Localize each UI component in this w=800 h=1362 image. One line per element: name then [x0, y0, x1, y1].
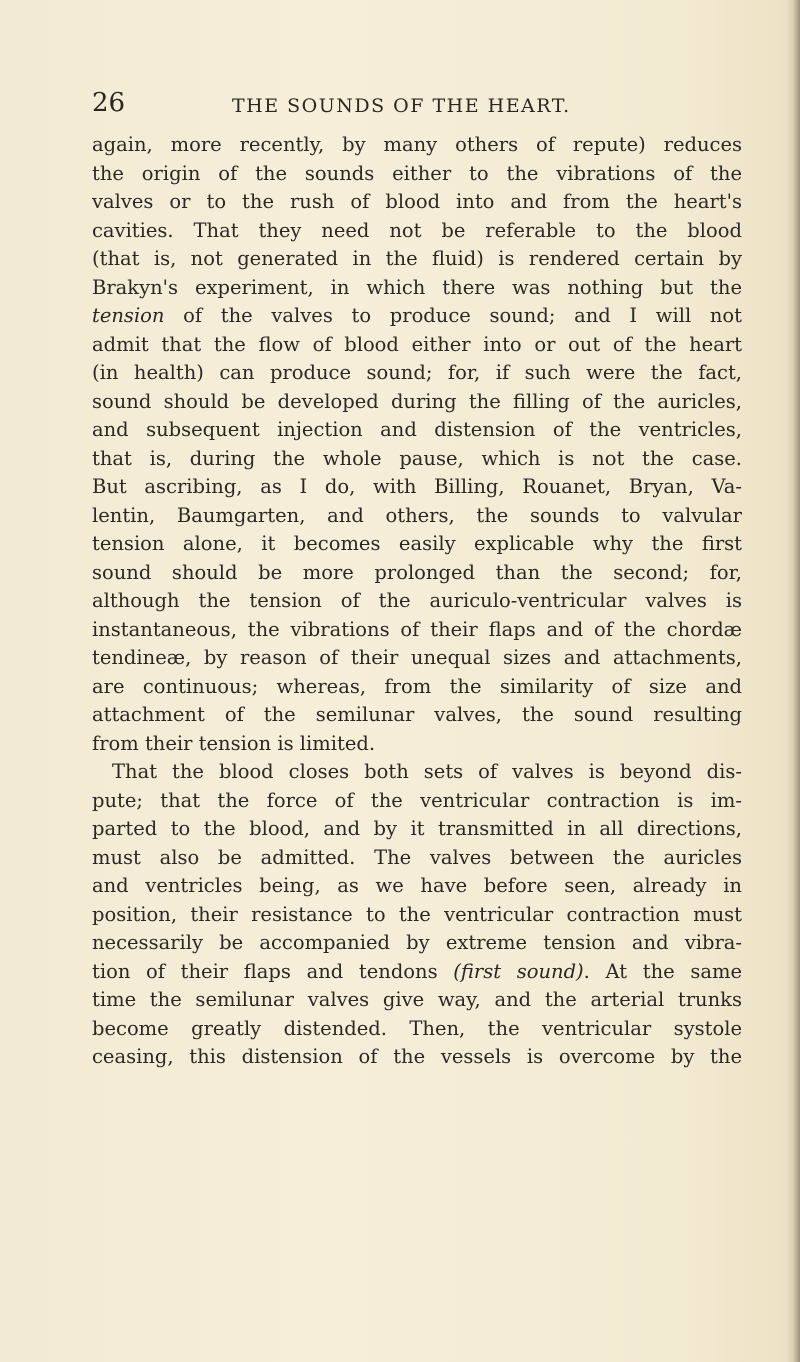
- running-head: THE SOUNDS OF THE HEART.: [232, 95, 571, 117]
- text-line: and ventricles being, as we have before seen, already in: [92, 874, 742, 897]
- body-text: [92, 131, 742, 1072]
- text-line: attachment of the semilunar valves, the sound resulting: [92, 703, 742, 726]
- text-line: [92, 958, 742, 987]
- page-binding-edge: [786, 0, 800, 1362]
- text-line: become greatly distended. Then, the ventricular systole: [92, 1016, 742, 1040]
- text-line: That the blood closes both sets of valves is beyond dis-: [112, 760, 742, 783]
- text-line: cavities. That they need not be referable to the blood: [92, 218, 742, 242]
- text-line: and subsequent injection and distension of the ventricles,: [92, 418, 742, 441]
- text-line: from their tension is limited.: [92, 731, 376, 755]
- text-line: must also be admitted. The valves between the auricles: [92, 845, 742, 869]
- text-line: admit that the flow of blood either into or out of the heart: [92, 332, 742, 356]
- text-line: that is, during the whole pause, which is not the case.: [92, 446, 742, 470]
- text-line: ceasing, this distension of the vessels is overcome by the: [92, 1045, 742, 1068]
- text-line: time the semilunar valves give way, and the arterial trunks: [92, 988, 742, 1011]
- text-line: tendineæ, by reason of their unequal sizes and attachments,: [92, 646, 742, 669]
- text-line: position, their resistance to the ventricular contraction must: [92, 902, 742, 926]
- page-number: 26: [92, 88, 126, 118]
- text-line: although the tension of the auriculo-ventricular valves is: [92, 589, 742, 612]
- text-line: valves or to the rush of blood into and from the heart's: [92, 190, 742, 213]
- text-line: sound should be more prolonged than the second; for,: [92, 560, 742, 584]
- text-line: (that is, not generated in the fluid) is rendered certain by: [92, 247, 742, 270]
- italic-text-run: tension: [92, 304, 165, 327]
- text-line: sound should be developed during the filling of the auricles,: [92, 389, 742, 413]
- text-line: again, more recently, by many others of repute) reduces: [92, 133, 742, 156]
- text-line: the origin of the sounds either to the vibrations of the: [92, 161, 742, 185]
- text-line: Brakyn's experiment, in which there was nothing but the: [92, 275, 742, 299]
- text-run: tion of their flaps and tendons: [92, 959, 454, 983]
- text-line: instantaneous, the vibrations of their flaps and of the chordæ: [92, 617, 742, 641]
- text-run: of the valves to produce sound; and I will not: [164, 304, 742, 327]
- text-line: are continuous; whereas, from the similarity of size and: [92, 674, 742, 698]
- text-line: But ascribing, as I do, with Billing, Rouanet, Bryan, Va-: [92, 475, 742, 498]
- text-line: (in health) can produce sound; for, if such were the fact,: [92, 361, 742, 384]
- text-line: necessarily be accompanied by extreme tension and vibra-: [92, 931, 742, 954]
- text-line: parted to the blood, and by it transmitted in all directions,: [92, 817, 742, 840]
- italic-text-run: (first sound): [453, 959, 584, 983]
- page-header: [92, 88, 742, 124]
- text-line: pute; that the force of the ventricular contraction is im-: [92, 788, 742, 812]
- text-run: . At the same: [583, 959, 742, 983]
- text-line: [92, 302, 742, 331]
- text-line: tension alone, it becomes easily explicable why the first: [92, 532, 742, 555]
- text-line: lentin, Baumgarten, and others, the sounds to valvular: [92, 503, 742, 527]
